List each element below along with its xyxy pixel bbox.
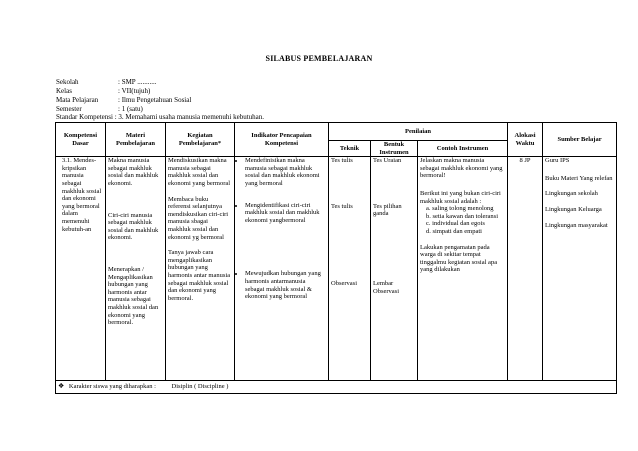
col-sumber: Sumber Belajar xyxy=(543,123,617,157)
kegiatan-item: Mendiskusikan makna manusia sebagai makhluk sosial dan ekonomi yang bermoral xyxy=(168,157,231,187)
header-label: Sekolah xyxy=(56,78,79,86)
identity-block xyxy=(56,78,616,114)
indikator-item: • Mendefinisikan makna manusia sebagai makhluk sosial dan makhluk ekonomi yang bermoral xyxy=(245,157,326,187)
cell-contoh xyxy=(418,157,508,381)
header-value: : SMP ........... xyxy=(118,78,157,86)
cell-materi xyxy=(106,157,166,381)
karakter-row xyxy=(56,381,617,394)
teknik-item: Observasi xyxy=(331,280,357,288)
sumber-item: Lingkungan sekolah xyxy=(545,190,598,198)
cell-teknik xyxy=(329,157,371,381)
contoh-option: c. individual dan egois xyxy=(426,220,485,228)
cell-indikator xyxy=(235,157,329,381)
teknik-item: Tes tulis xyxy=(331,202,353,210)
col-alokasi: Alokasi Waktu xyxy=(508,123,543,157)
contoh-item: Berikut ini yang bukan ciri-ciri makhluk sosial adalah : xyxy=(420,189,501,205)
page-title: SILABUS PEMBELAJARAN xyxy=(265,54,373,63)
karakter-label: Karakter siswa yang diharapkan : xyxy=(68,383,156,391)
header-label: Kelas xyxy=(56,87,72,95)
col-indikator: Indikator Pencapaian Kompetensi xyxy=(235,123,329,157)
contoh-item: Lakukan pengamatan pada warga di sekitar tempat tinggalmu kegiatan sosial apa yang dilakukan xyxy=(420,243,498,274)
header-value: : 1 (satu) xyxy=(118,105,143,113)
header-label: Mata Pelajaran xyxy=(56,96,99,104)
indikator-item: • Mewujudkan hubungan yang harmonis antarmanusia sebagai makhluk sosial & ekonomi yang bermoral xyxy=(245,270,326,300)
syllabus-table xyxy=(55,122,617,394)
col-penilaian: Penilaian xyxy=(329,123,508,141)
indikator-item: • Mengidentifikasi ciri-ciri makhluk sosial dan makhluk ekonomi yangbermoral xyxy=(245,202,326,225)
sumber-item: Buku Materi Yang relefan xyxy=(545,174,613,182)
col-bentuk: Bentuk Instrumen xyxy=(371,141,418,157)
col-contoh: Contoh Instrumen xyxy=(418,141,508,157)
kegiatan-item: Tanya jawab cara mengaplikasikan hubungan yang harmonis antar manusia sebagai makhluk sosial dan ekonomi yang bermoral. xyxy=(168,249,231,302)
contoh-item: Jelaskan makna manusia sebagai makhluk ekonomi yang bermoral! xyxy=(420,157,503,180)
kompetensi-text: 3.1. Mendes-kripsikan manusia sebagai makhluk sosial dan ekonomi yang bermoral dalam memenuhi kebutuh-an xyxy=(62,157,102,233)
header-row-sekolah xyxy=(56,78,616,87)
materi-item: Ciri-ciri manusia sebagai makhluk sosial dan makhluk ekonomi. xyxy=(108,211,159,242)
karakter-cell xyxy=(56,381,617,394)
bentuk-item: Tes pilihan ganda xyxy=(373,202,402,218)
materi-item: Menerapkan / Mengaplikasikan hubungan yang harmonis antar manusia sebagai makhluk sosial dan ekonomi yang bermoral. xyxy=(108,265,159,327)
cell-bentuk xyxy=(371,157,418,381)
teknik-item: Tes tulis xyxy=(331,157,353,165)
header-row-mapel xyxy=(56,96,616,105)
col-teknik: Teknik xyxy=(329,141,371,157)
sumber-item: Lingkungan masyarakat xyxy=(545,221,608,229)
bentuk-item: Lembar Observasi xyxy=(373,279,399,295)
cell-sumber xyxy=(543,157,617,381)
header-label: Semester xyxy=(56,105,82,113)
cell-kompetensi xyxy=(56,157,106,381)
sumber-item: Lingkungan Keluarga xyxy=(545,205,602,213)
standar-kompetensi: Standar Kompetensi : 3. Memahami usaha manusia memenuhi kebutuhan. xyxy=(56,113,265,121)
kegiatan-item: Membaca buku referensi selanjutnya mendiskusikan ciri-ciri manusia sbagai makhluk sosial dan ekonomi yg bermoral xyxy=(168,195,229,241)
contoh-option: a. saling tolong menolong xyxy=(426,205,494,213)
alokasi-value: 8 JP xyxy=(519,157,531,165)
materi-item: Makna manusia sebagai makhluk sosial dan makhluk ekonomi. xyxy=(108,157,159,187)
table-row xyxy=(56,157,617,381)
header-row-kelas xyxy=(56,87,616,96)
cell-kegiatan xyxy=(166,157,235,381)
col-kegiatan: Kegiatan Pembelajaran* xyxy=(166,123,235,157)
cell-alokasi xyxy=(508,157,543,381)
contoh-option: d. simpati dan empati xyxy=(426,227,482,235)
karakter-value: Disiplin ( Discipline ) xyxy=(171,383,229,391)
contoh-option: b. setia kawan dan toleransi xyxy=(426,212,499,220)
bentuk-item: Tes Uraian xyxy=(373,157,402,165)
header-value: : Ilmu Pengetahuan Sosial xyxy=(118,96,192,104)
sumber-item: Guru IPS xyxy=(545,157,570,165)
header-value: : VII(tujuh) xyxy=(118,87,151,95)
col-kompetensi: Kompetensi Dasar xyxy=(56,123,106,157)
diamond-bullet-icon: ❖ xyxy=(58,382,65,391)
col-materi: Materi Pembelajaran xyxy=(106,123,166,157)
